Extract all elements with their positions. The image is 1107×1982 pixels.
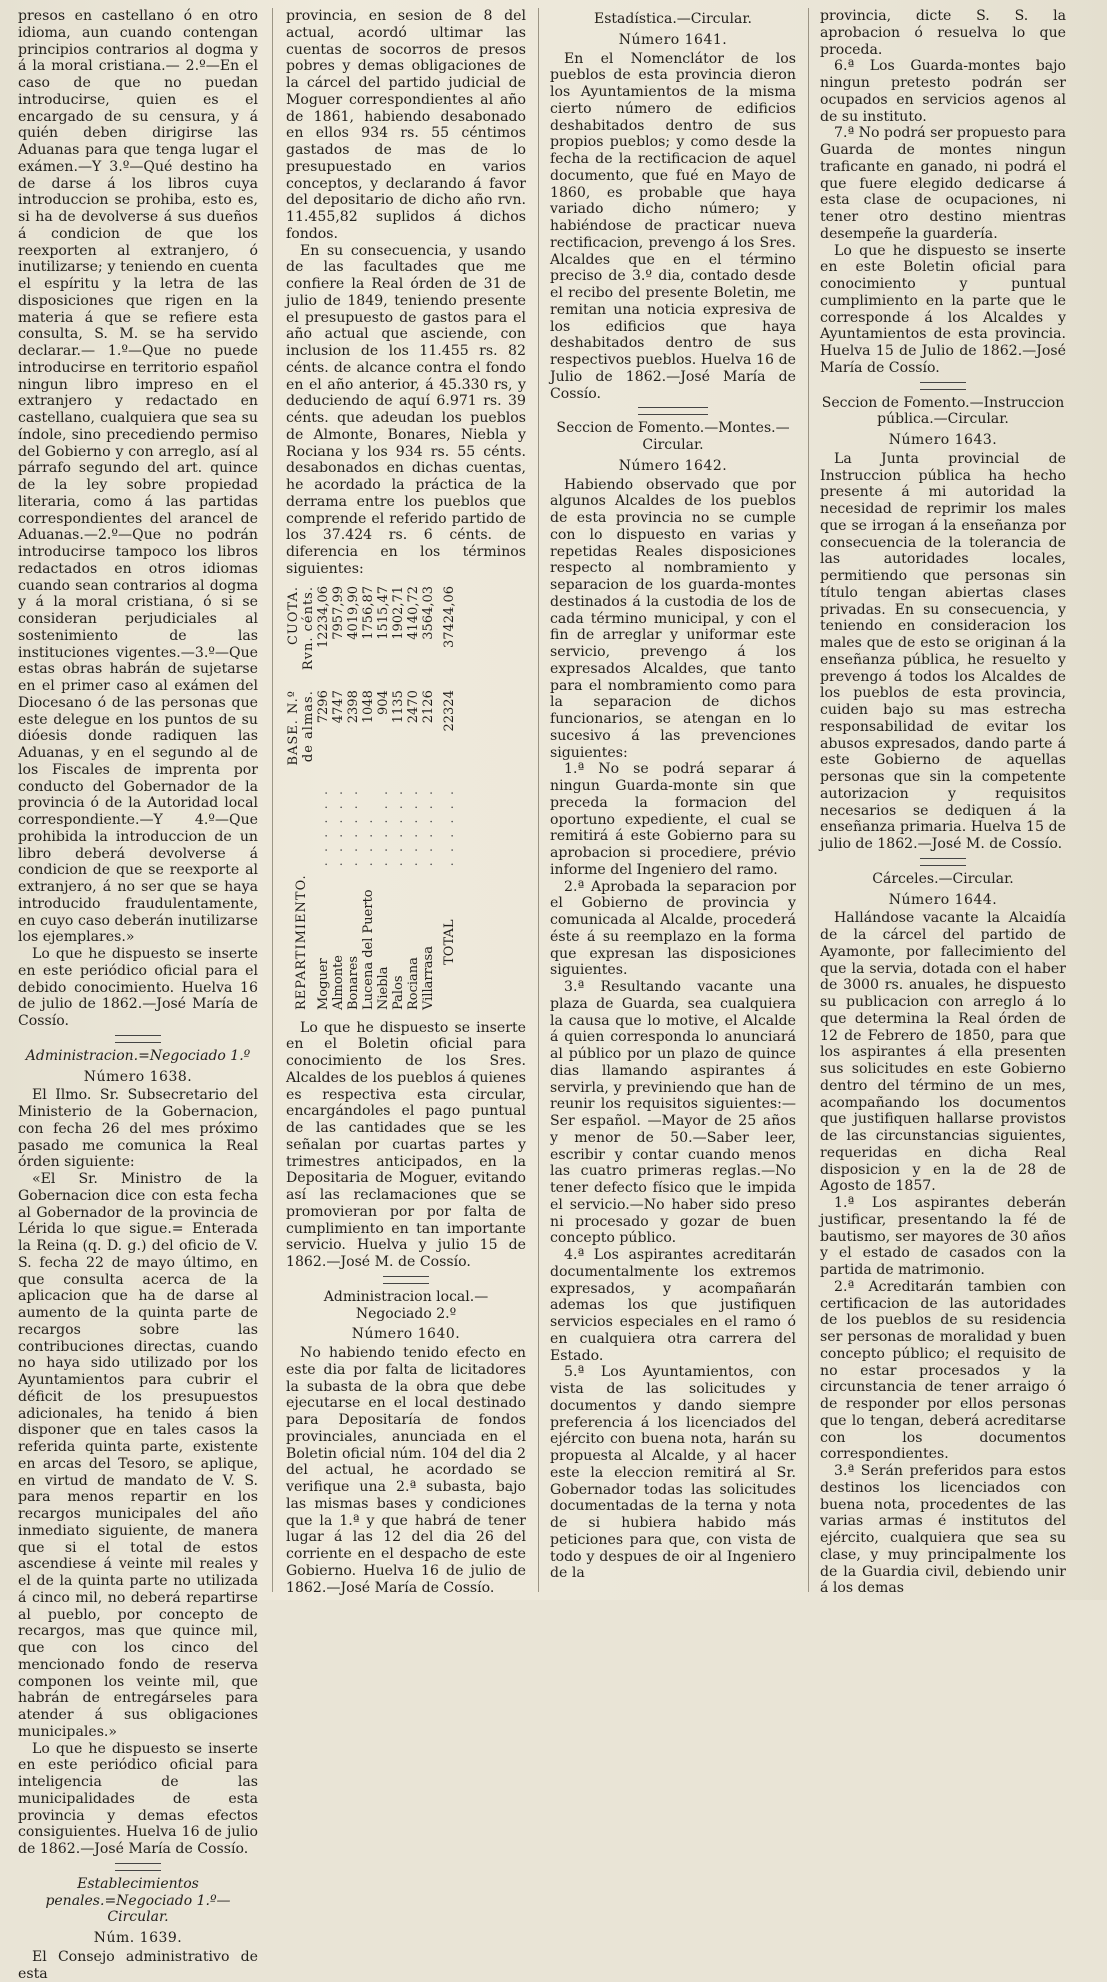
total-cuota: 37424,06 xyxy=(442,585,457,648)
section-separator xyxy=(920,382,966,390)
almas-cell: 904 xyxy=(376,689,391,715)
section-separator xyxy=(638,407,708,415)
header-repartimiento: REPARTIMIENTO. xyxy=(293,873,309,1010)
header-cuota: CUOTA. Rvn. cénts. xyxy=(286,585,316,670)
table-row xyxy=(421,582,436,1014)
leader-dots: . . . . . . xyxy=(406,787,421,866)
repartimiento-table-rotated xyxy=(286,582,526,1014)
paragraph: 1.ª Los aspirantes deberán justificar, presentando la fé de bautismo, ser mayores de 30 años y el estado de casados con la partida de matrimonio. xyxy=(820,1195,1066,1278)
paragraph: 7.ª No podrá ser propuesto para Guarda de montes ningun traficante en ganado, ni podrá el que fuere elegido dedicarse á esta clase de ocupaciones, ni tener otro destino mientras desempeñe la guardería. xyxy=(820,125,1066,242)
paragraph: 2.ª Aprobada la separacion por el Gobierno de provincia y comunicada al Alcalde, procederá éste á su reemplazo en la forma que expresan las disposiciones siguientes. xyxy=(550,878,796,979)
notice-number: Número 1640. xyxy=(351,1326,461,1343)
paragraph: No habiendo tenido efecto en este dia por falta de licitadores la subasta de la obra que debe ejecutarse en el local destinado para Depositaría de fondos provinciales, anunciada en el Boletin oficial núm. 104 del dia 2 del actual, he acordado se verifique una 2.ª subasta, bajo las mismas bases y condiciones que la 1.ª y que habrá de tener lugar á las 12 del dia 26 del corriente en el despacho de este Gobierno. Huelva 16 de julio de 1862.—José María de Cossío. xyxy=(286,1345,526,1596)
paragraph: En su consecuencia, y usando de las facultades que me confiere la Real órden de 31 de julio de 1849, teniendo presente el presupuesto de gastos para el año actual que asciende, con inclusion de los 11.455 rs. 82 cénts. de alcance contra el fondo en el año anterior, á 45.330 rs, y deduciendo de aquí 6.971 rs. 39 cénts. que adeudan los pueblos de Almonte, Bonares, Niebla y Rociana y los 934 rs. 55 cénts. desabonados en dichas cuentas, he acordado la práctica de la derrama entre los pueblos que comprende el referido partido de los 37.424 rs. 6 cénts. de diferencia en los términos siguientes: xyxy=(286,242,526,577)
paragraph: 3.ª Serán preferidos para estos destinos los licenciados con buena nota, procedentes de las varias armas é institutos del ejército, cualquiera que sea su clase, y muy principalmente los de la Guardia civil, debiendo unir á los demas xyxy=(820,1463,1066,1597)
header-dots xyxy=(286,783,316,869)
cuota-cell: 1515,47 xyxy=(376,585,391,640)
leader-dots: . . . . . . xyxy=(346,787,361,866)
paragraph: «El Sr. Ministro de la Gobernacion dice con esta fecha al Gobernador de la provincia de Lérida lo que sigue.= Enterada la Reina (q. D. g.) del oficio de V. S. fecha 22 de mayo último, en que consulta acerca de la aplicacion que ha de darse al aumento de la quinta parte de recargos sobre las contribuciones directas, cuando no haya sido utilizado por los Ayuntamientos para cubrir el déficit de los presupuestos adicionales, ha tenido á bien disponer que en tales casos la referida quinta parte, existente en arcas del Tesoro, se aplique, en virtud de mandato de V. S. para menos repartir en los recargos municipales del año inmediato siguiente, de manera que si el total de estos ascendiese á veinte mil reales y el de la quinta parte no utilizada á cinco mil, no deberá repartirse al pueblo, por concepto de recargos, mas que quince mil, que con los cinco del mencionado fondo de reserva componen los veinte mil, que habrán de entregárseles para atender á sus obligaciones municipales.» xyxy=(18,1171,258,1740)
table-row xyxy=(406,582,421,1014)
paragraph: Habiendo observado que por algunos Alcaldes de los pueblos de esta provincia no se cumple con lo dispuesto en varias y repetidas Reales disposiciones respecto al nombramiento y separacion de los guarda-montes destinados á la custodia de los de cada término municipal, y con el fin de arreglar y uniformar este servicio, prevengo á los expresados Alcaldes, que tanto para el nombramiento como para la separacion de dichos funcionarios, se atengan en lo sucesivo á las prevenciones siguientes: xyxy=(550,476,796,761)
town-name: Almonte xyxy=(331,954,346,1010)
leader-dots: . . . . xyxy=(361,815,376,866)
paragraph: provincia, dicte S. S. la aprobacion ó resuelva lo que proceda. xyxy=(820,8,1066,58)
leader-dots: . . . . . . xyxy=(376,787,391,866)
town-name: Niebla xyxy=(376,966,391,1010)
total-almas: 22324 xyxy=(442,689,457,732)
header-base: BASE. N.º de almas. xyxy=(286,689,316,766)
paragraph: Lo que he dispuesto se inserte en este Boletin oficial para conocimiento y puntual cumplimiento en la parte que le corresponde á los Alcaldes y Ayuntamientos de esta provincia. Huelva 15 de Julio de 1862.—José María de Cossío. xyxy=(820,242,1066,376)
total-label: TOTAL xyxy=(442,919,457,965)
town-name: Lucena del Puerto xyxy=(361,888,376,1010)
repartimiento-table xyxy=(286,582,457,1014)
leader-dots: . . . . . . xyxy=(442,787,457,866)
section-heading: Administracion local.—Negociado 2.º xyxy=(323,1288,489,1322)
table-row xyxy=(316,582,331,1014)
leader-dots: . . . . . . xyxy=(331,787,346,866)
paragraph: El Consejo administrativo de esta xyxy=(18,1948,258,1982)
paragraph: 4.ª Los aspirantes acreditarán documentalmente los extremos expresados, y acompañarán ademas los que justifiquen servicios especiales en el ramo ó en cualquiera otra carrera del Estado. xyxy=(550,1247,796,1364)
paragraph: 2.ª Acreditarán tambien con certificacion de las autoridades de los pueblos de su residencia ser personas de moralidad y buen concepto público; el requisito de no estar procesados y la circunstancia de tener arraigo ó de responder por ellos personas que lo tengan, deberá acreditarse con los documentos correspondientes. xyxy=(820,1278,1066,1463)
almas-cell: 2126 xyxy=(421,689,436,723)
cuota-cell: 1902,71 xyxy=(391,585,406,640)
notice-number: Número 1644. xyxy=(888,891,998,908)
town-name: Rociana xyxy=(406,956,421,1010)
almas-cell: 7296 xyxy=(316,689,331,723)
notice-number: Núm. 1639. xyxy=(93,1930,183,1946)
town-name: Moguer xyxy=(316,957,331,1010)
column-4 xyxy=(820,8,1066,1597)
column-3 xyxy=(550,8,796,1592)
leader-dots: . . . . . . xyxy=(316,787,331,866)
cuota-cell: 3564,03 xyxy=(421,585,436,640)
table-total-row xyxy=(436,582,457,1014)
paragraph: El Ilmo. Sr. Subsecretario del Ministerio de la Gobernacion, con fecha 26 del mes próximo pasado me comunica la Real órden siguiente: xyxy=(18,1087,258,1171)
paragraph: Lo que he dispuesto se inserte en el Boletin oficial para conocimiento de los Sres. Alcaldes de los pueblos á quienes es respectiva esta circular, encargándoles el pago puntual de las cantidades que se les señalan por cuartas partes y trimestres anticipados, en la Depositaria de Moguer, evitando así las reclamaciones que se promovieran por por falta de cumplimiento en tan importante servicio. Huelva y julio 15 de 1862.—José M. de Cossío. xyxy=(286,1019,526,1270)
cuota-cell: 12234,06 xyxy=(316,585,331,648)
almas-cell: 1048 xyxy=(361,689,376,723)
column-1 xyxy=(18,8,258,1982)
cuota-cell: 1756,87 xyxy=(361,585,376,640)
paragraph: 6.ª Los Guarda-montes bajo ningun pretesto podrán ser ocupados en servicios agenos al de su instituto. xyxy=(820,58,1066,125)
section-separator xyxy=(115,1035,161,1043)
table-row xyxy=(361,582,376,1014)
cuota-cell: 4019,90 xyxy=(346,585,361,640)
section-separator xyxy=(920,858,966,866)
column-rule xyxy=(538,8,539,1592)
paragraph: 1.ª No se podrá separar á ningun Guarda-monte sin que preceda la formacion del oportuno expediente, el cual se remitirá á este Gobierno para su aprobacion si procediere, prévio informe del Ingeniero del ramo. xyxy=(550,761,796,878)
leader-dots: . . . . . . xyxy=(421,787,436,866)
paragraph: provincia, en sesion de 8 del actual, acordó ultimar las cuentas de socorros de presos pobres y demas obligaciones de la cárcel del partido judicial de Moguer correspondientes al año de 1861, habiendo desabonado en ellos 934 rs. 55 céntimos gastados de mas de lo presupuestado en varios conceptos, y declarando á favor del depositario de dicho año rvn. 11.455,82 suplidos á dichos fondos. xyxy=(286,8,526,242)
table-row xyxy=(391,582,406,1014)
paragraph: 3.ª Resultando vacante una plaza de Guarda, sea cualquiera la causa que lo motive, el Alcalde á quien corresponda lo anunciará al público por un plazo de quince dias llamando aspirantes á servirla, y previniendo que han de reunir los requisitos siguientes:—Ser español. —Mayor de 25 años y menor de 50.—Saber leer, escribir y contar cuando menos las cuatro primeras reglas.—No tener defecto físico que le impida el servicio.—No haber sido preso ni procesado y gozar de buen concepto público. xyxy=(550,979,796,1247)
almas-cell: 2470 xyxy=(406,689,421,723)
paragraph: Hallándose vacante la Alcaidía de la cárcel del partido de Ayamonte, por fallecimiento del que la servia, dotada con el haber de 3000 rs. anuales, he dispuesto su publicacion con arreglo á lo que determina la Real órden de 12 de Febrero de 1850, para que los aspirantes á ella presenten sus solicitudes en este Gobierno dentro del término de un mes, acompañando los documentos que justifiquen hallarse provistos de las circunstancias siguientes, requeridas en dicha Real disposicion y en la de 28 de Agosto de 1857. xyxy=(820,910,1066,1195)
column-rule xyxy=(808,8,809,1592)
section-heading: Estadística.—Circular. xyxy=(594,11,752,27)
leader-dots: . . . . . . xyxy=(391,787,406,866)
paragraph: presos en castellano ó en otro idioma, aun cuando contengan principios contrarios al dogma y á la moral cristiana.— 2.º—En el caso de que no puedan introducirse, quien es el encargado de su censura, y á quién deben dirigirse las Aduanas para que tenga lugar el exámen.—Y 3.º—Qué destino ha de darse á los libros cuya introduccion se prohiba, esto es, si ha de devolverse á sus dueños á condicion de que los reexporten al extranjero, ó inutilizarse; y teniendo en cuenta el espíritu y la letra de las disposiciones que rigen en la materia á que se refiere esta consulta, S. M. se ha servido declarar.— 1.º—Que no puede introducirse en territorio español ningun libro impreso en el extranjero y redactado en castellano, cualquiera que sea su índole, sino precediendo permiso del Gobierno y con arreglo, así al párrafo segundo del art. quince de la ley sobre propiedad literaria, como á las partidas correspondientes del arancel de Aduanas.—2.º—Que no podrán introducirse tampoco los libros redactados en otros idiomas cuando sean contrarios al dogma y á la moral cristiana, ó si se consideran perjudiciales al sostenimiento de las instituciones vigentes.—3.º—Que estas obras habrán de sujetarse en el primer caso al exámen del Diocesano ó de las personas que este delegue en los puntos de su dióesis donde radiquen las Aduanas, y en el segundo al de los Fiscales de imprenta por conducto del Gobernador de la provincia ó de la Autoridad local correspondiente.—Y 4.º—Que prohibida la introduccion de un libro deberá devolverse á condicion de que se reexporte al extranjero, á no ser que se haya introducido fraudulentamente, en cuyo caso deberán inutilizarse los ejemplares.» xyxy=(18,8,258,946)
notice-number: Número 1638. xyxy=(83,1068,193,1085)
section-separator xyxy=(115,1863,161,1871)
paragraph: 5.ª Los Ayuntamientos, con vista de las solicitudes y documentos y dando siempre preferencia á los licenciados del ejército con buena nota, harán su propuesta al Alcalde, y al hacer este la eleccion remitirá al Sr. Gobernador todas las solicitudes documentadas de la terna y nota de si hubiera habido más peticiones para que, con vista de todo y despues de oir al Ingeniero de la xyxy=(550,1364,796,1582)
almas-cell: 4747 xyxy=(331,689,346,723)
town-name: Villarrasa xyxy=(421,945,436,1010)
section-heading: Administracion.=Negociado 1.º xyxy=(25,1047,251,1064)
notice-number: Número 1641. xyxy=(618,31,728,48)
section-heading: Cárceles.—Circular. xyxy=(872,870,1014,887)
almas-cell: 1135 xyxy=(391,689,406,723)
paragraph: En el Nomenclátor de los pueblos de esta provincia dieron los Ayuntamientos de la misma cierto número de edificios deshabitados dentro de sus propios pueblos; y como desde la fecha de la rectificacion de aquel documento, que fué en Mayo de 1860, es probable que haya variado dicho número; y habiéndose de practicar nueva rectificacion, prevengo á los Sres. Alcaldes que en el término preciso de 3.º dia, contado desde el recibo del presente Boletin, me remitan una noticia expresiva de los edificios que haya deshabitados dentro de sus respectivos pueblos. Huelva 16 de Julio de 1862.—José María de Cossío. xyxy=(550,50,796,402)
repartimiento-table-wrapper xyxy=(286,582,526,1014)
cuota-cell: 4140,72 xyxy=(406,585,421,640)
section-heading: Seccion de Fomento.—Montes.—Circular. xyxy=(556,420,790,453)
almas-cell: 2398 xyxy=(346,689,361,723)
notice-number: Número 1643. xyxy=(888,432,998,448)
table-row xyxy=(376,582,391,1014)
paragraph: Lo que he dispuesto se inserte en este periódico oficial para inteligencia de las municipalidades de esta provincia y demas efectos consiguientes. Huelva 16 de julio de 1862.—José María de Cossío. xyxy=(18,1740,258,1857)
table-row xyxy=(346,582,361,1014)
section-separator xyxy=(383,1276,429,1284)
town-name: Palos xyxy=(391,974,406,1010)
notice-number: Número 1642. xyxy=(618,457,728,474)
paragraph: La Junta provincial de Instruccion pública ha hecho presente á mi autoridad la necesidad de reprimir los males que se irrogan á la enseñanza por consecuencia de la tolerancia de las autoridades locales, permitiendo que personas sin título tengan abiertas clases privadas. En su consecuencia, y teniendo en consideracion los males que de esto se originan á la enseñanza pública, he resuelto y prevengo á todos los Alcaldes de los pueblos de esta provincia, cuiden bajo su mas estrecha responsabilidad de evitar los abusos expresados, dando parte á este Gobierno de aquellas personas que sin la competente autorizacion y requisitos necesarios se dediquen á la enseñanza primaria. Huelva 15 de julio de 1862.—José M. de Cossío. xyxy=(820,450,1066,852)
table-row xyxy=(331,582,346,1014)
cuota-cell: 7957,99 xyxy=(331,585,346,640)
section-heading: Establecimientos penales.=Negociado 1.º—Circular. xyxy=(45,1875,231,1926)
paragraph: Lo que he dispuesto se inserte en este periódico oficial para el debido conocimiento. Huelva 16 de julio de 1862.—José María de Cossío. xyxy=(18,946,258,1029)
column-2 xyxy=(286,8,526,1596)
section-heading: Seccion de Fomento.—Instruccion pública.—Circular. xyxy=(821,394,1065,428)
town-name: Bonares xyxy=(346,955,361,1010)
column-rule xyxy=(272,8,273,1592)
